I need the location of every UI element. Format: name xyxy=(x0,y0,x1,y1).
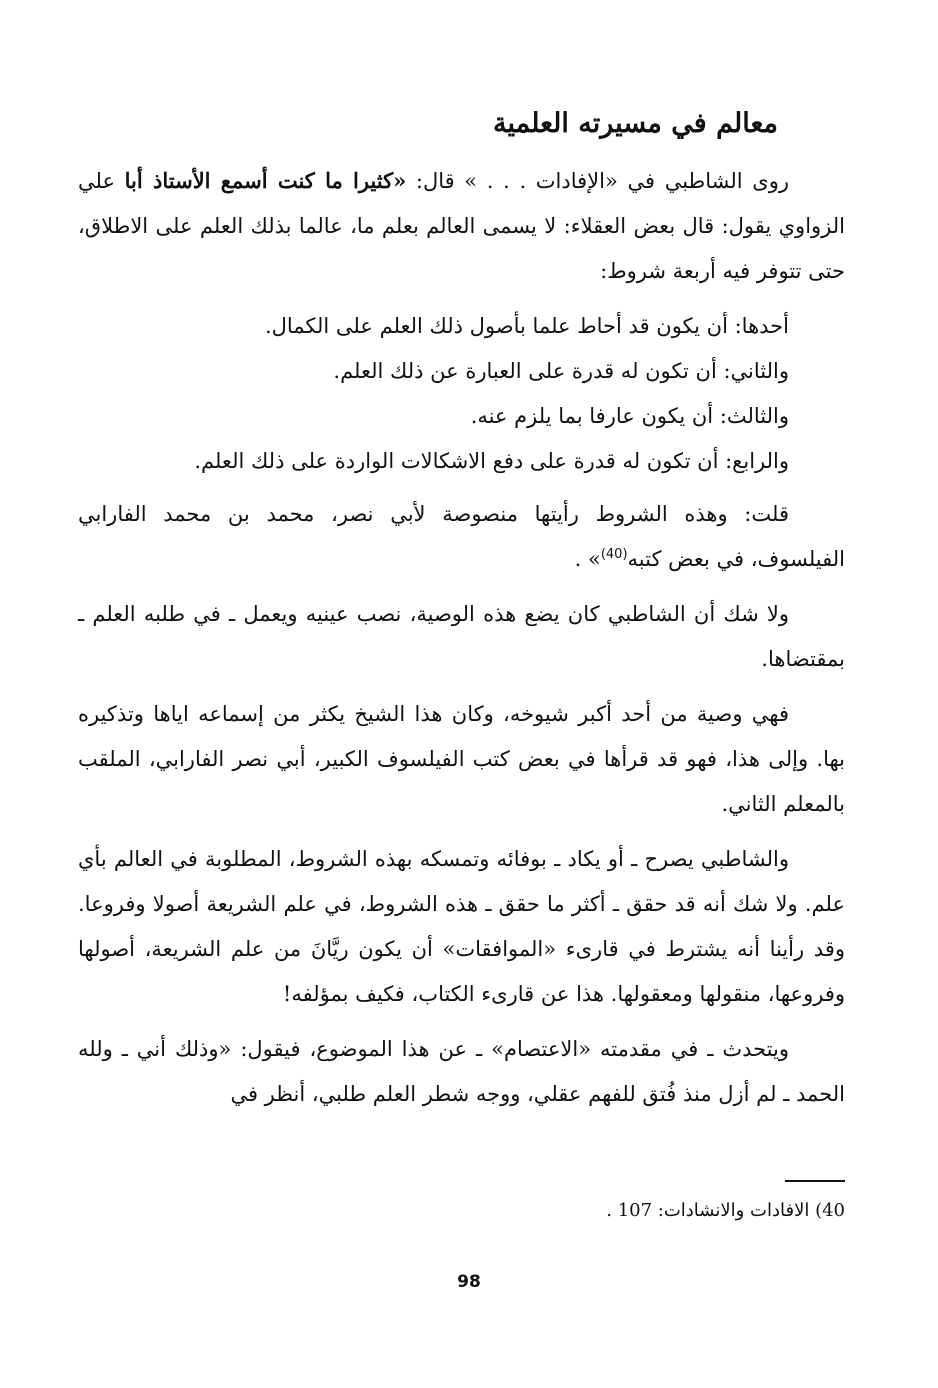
paragraph-2-end: » . xyxy=(574,547,601,571)
footnote-reference[interactable]: (40) xyxy=(600,547,628,562)
paragraph-1-rest: علي الزواوي يقول: قال بعض العقلاء: لا يسمى العالم بعلم ما، عالما بذلك العلم على الاطلاق، حتى تتوفر فيه أربعة شروط: xyxy=(78,169,845,283)
condition-3: والثالث: أن يكون عارفا بما يلزم عنه. xyxy=(470,404,789,428)
footnote-divider xyxy=(785,1180,845,1182)
condition-1: أحدها: أن يكون قد أحاط علما بأصول ذلك العلم على الكمال. xyxy=(264,314,789,338)
paragraph-6: ويتحدث ـ في مقدمته «الاعتصام» ـ عن هذا الموضوع، فيقول: «وذلك أني ـ ولله الحمد ـ لم أزل منذ فُتق للفهم عقلي، ووجه شطر العلم طلبي، أنظر في xyxy=(78,1037,845,1106)
paragraph-5: والشاطبي يصرح ـ أو يكاد ـ بوفائه وتمسكه بهذه الشروط، المطلوبة في العالم بأي علم. ولا شك أنه قد حقق ـ أكثر ما حقق ـ هذه الشروط، في علم الشريعة أصولا وفروعا. وقد رأينا أنه يشترط في قارىء «الموافقات» أن يكون ريَّانَ من علم الشريعة، أصولها وفروعها، منقولها ومعقولها. هذا عن قارىء الكتاب، فكيف بمؤلفه! xyxy=(78,847,845,1006)
paragraph-1 xyxy=(78,158,845,294)
condition-2: والثاني: أن تكون له قدرة على العبارة عن ذلك العلم. xyxy=(333,359,789,383)
paragraph-1-intro: روى الشاطبي في «الإفادات . . . » قال: xyxy=(406,169,789,193)
paragraph-2-text: قلت: وهذه الشروط رأيتها منصوصة لأبي نصر، محمد بن محمد الفارابي الفيلسوف، في بعض كتبه xyxy=(78,502,845,571)
body-text xyxy=(78,158,845,1127)
paragraph-4: فهي وصية من أحد أكبر شيوخه، وكان هذا الشيخ يكثر من إسماعه اياها وتذكيره بها. وإلى هذا، فهو قد قرأها في بعض كتب الفيلسوف الكبير، أبي نصر الفارابي، الملقب بالمعلم الثاني. xyxy=(78,702,845,816)
footnote: 40) الافادات والانشادات: 107 . xyxy=(606,1200,845,1221)
page-number: 98 xyxy=(457,1272,481,1292)
paragraph-3: ولا شك أن الشاطبي كان يضع هذه الوصية، نصب عينيه ويعمل ـ في طلبه العلم ـ بمقتضاها. xyxy=(78,602,845,671)
condition-4: والرابع: أن تكون له قدرة على دفع الاشكالات الواردة على ذلك العلم. xyxy=(194,449,789,473)
paragraph-1-quote-start: «كثيرا ما كنت أسمع الأستاذ أبا xyxy=(124,168,407,193)
section-heading: معالم في مسيرته العلمية xyxy=(492,108,778,139)
paragraph-2 xyxy=(78,492,845,582)
conditions-list xyxy=(78,304,845,484)
